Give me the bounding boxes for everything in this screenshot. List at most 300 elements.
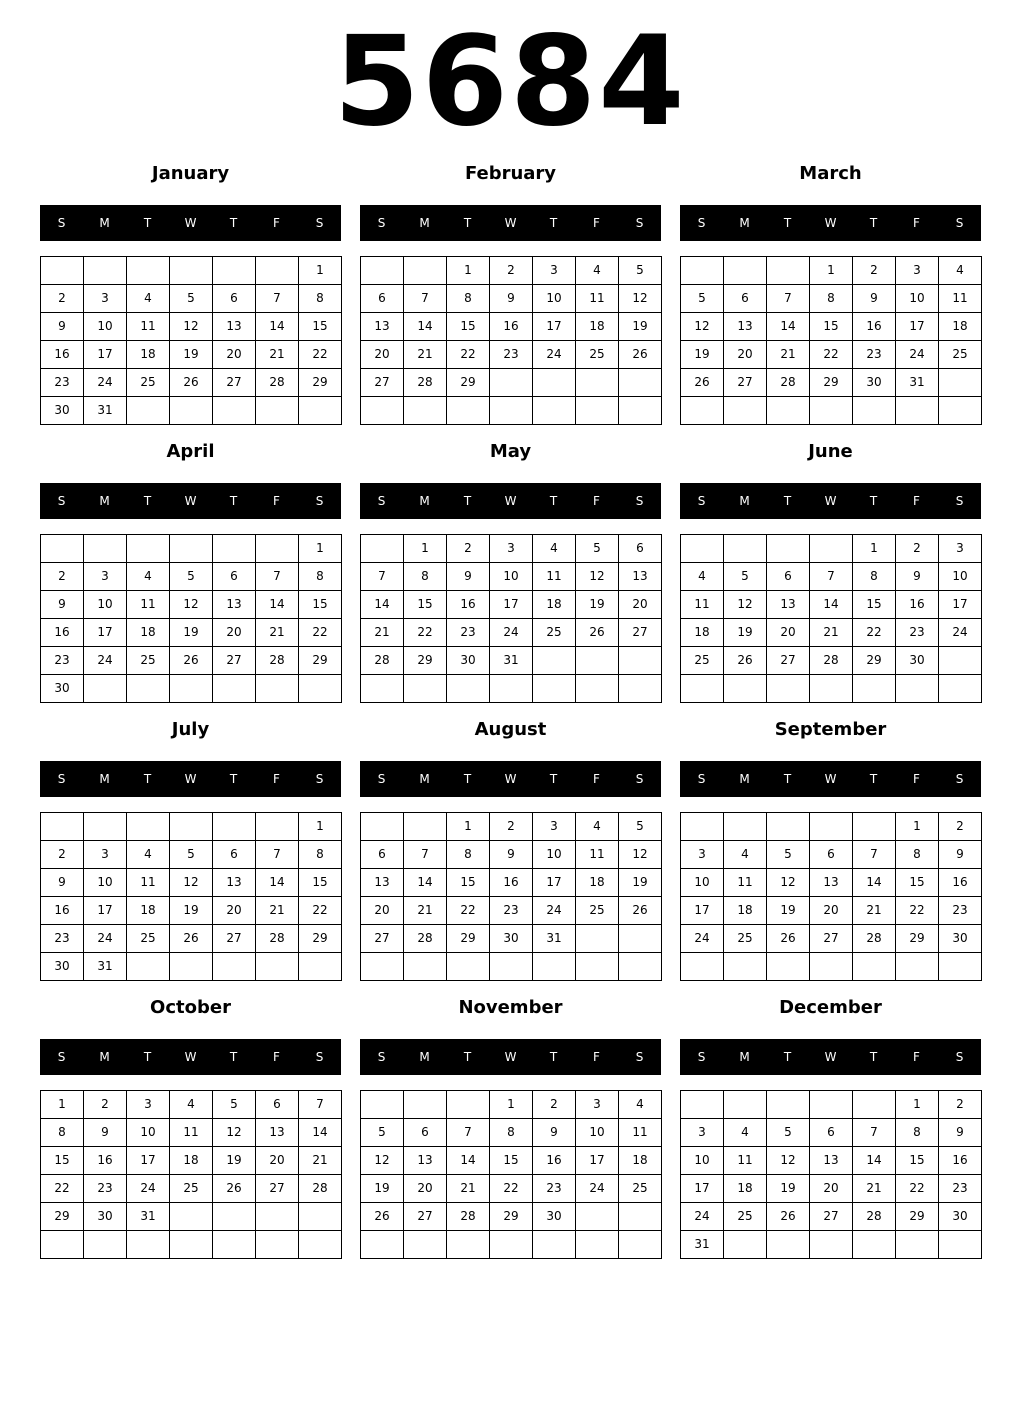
day-cell: 16 [490,869,532,896]
day-cell: 13 [810,1147,852,1174]
day-cell: 17 [939,591,981,618]
day-cell: 23 [41,925,83,952]
empty-cell [256,397,298,424]
day-cell: 29 [896,925,938,952]
day-cell: 5 [213,1091,255,1118]
day-cell: 23 [447,619,489,646]
day-cell: 11 [533,563,575,590]
empty-cell [41,813,83,840]
empty-cell [299,953,341,980]
empty-cell [404,953,446,980]
day-cell: 23 [533,1175,575,1202]
weekday-label: S [697,494,706,508]
weekday-label: T [463,494,472,508]
empty-cell [256,813,298,840]
day-cell: 26 [619,897,661,924]
empty-cell [361,813,403,840]
day-cell: 14 [361,591,403,618]
empty-cell [84,813,126,840]
empty-cell [619,953,661,980]
day-cell: 28 [256,369,298,396]
empty-cell [490,1231,532,1258]
weekday-label: W [824,494,837,508]
day-cell: 17 [681,897,723,924]
day-cell: 12 [361,1147,403,1174]
weekday-label: M [419,772,430,786]
empty-cell [256,953,298,980]
day-cell: 27 [361,925,403,952]
day-cell: 8 [490,1119,532,1146]
day-cell: 22 [447,341,489,368]
day-cell: 27 [767,647,809,674]
empty-cell [767,1231,809,1258]
empty-cell [533,397,575,424]
weekday-label: T [783,1050,792,1064]
day-cell: 8 [447,285,489,312]
day-cell: 18 [939,313,981,340]
weekday-label: M [739,772,750,786]
empty-cell [619,369,661,396]
day-cell: 29 [41,1203,83,1230]
weekday-label: S [377,494,386,508]
day-cell: 2 [41,841,83,868]
empty-cell [490,397,532,424]
weekday-label: T [783,494,792,508]
empty-cell [447,953,489,980]
day-cell: 22 [299,341,341,368]
day-cell: 25 [619,1175,661,1202]
empty-cell [533,953,575,980]
empty-cell [490,675,532,702]
empty-cell [41,535,83,562]
empty-cell [256,1203,298,1230]
weekday-label: W [184,494,197,508]
day-cell: 28 [447,1203,489,1230]
weekday-label: S [377,772,386,786]
empty-cell [299,1231,341,1258]
empty-cell [404,1091,446,1118]
weekday-label: T [463,1050,472,1064]
empty-cell [939,647,981,674]
day-cell: 17 [84,619,126,646]
weekday-label: S [955,1050,964,1064]
day-cell: 5 [361,1119,403,1146]
weekday-label: S [635,494,644,508]
day-cell: 29 [447,369,489,396]
day-cell: 3 [533,813,575,840]
day-cell: 27 [724,369,766,396]
day-cell: 2 [41,285,83,312]
weekday-label: S [635,772,644,786]
weekday-label: S [315,1050,324,1064]
day-cell: 28 [853,1203,895,1230]
empty-cell [724,953,766,980]
day-cell: 26 [170,647,212,674]
day-cell: 12 [170,591,212,618]
day-cell: 10 [127,1119,169,1146]
day-cell: 8 [853,563,895,590]
day-cell: 31 [127,1203,169,1230]
day-cell: 1 [896,1091,938,1118]
month-name: October [150,997,231,1018]
day-cell: 13 [767,591,809,618]
empty-cell [939,675,981,702]
day-cell: 3 [939,535,981,562]
day-cell: 2 [41,563,83,590]
day-cell: 10 [84,313,126,340]
month-name: August [474,719,547,740]
day-cell: 7 [767,285,809,312]
day-cell: 14 [256,591,298,618]
day-cell: 12 [576,563,618,590]
day-cell: 22 [896,897,938,924]
day-cell: 7 [404,841,446,868]
day-cell: 24 [939,619,981,646]
day-cell: 29 [490,1203,532,1230]
day-cell: 13 [724,313,766,340]
day-cell: 30 [41,675,83,702]
empty-cell [256,257,298,284]
day-cell: 22 [810,341,852,368]
day-cell: 8 [447,841,489,868]
day-cell: 19 [681,341,723,368]
day-cell: 2 [447,535,489,562]
day-cell: 19 [724,619,766,646]
empty-cell [576,1231,618,1258]
weekday-label: F [913,494,920,508]
day-cell: 7 [256,841,298,868]
day-cell: 22 [896,1175,938,1202]
weekday-label: M [739,1050,750,1064]
empty-cell [361,535,403,562]
empty-cell [896,953,938,980]
weekday-label: S [697,772,706,786]
day-cell: 24 [127,1175,169,1202]
day-cell: 19 [361,1175,403,1202]
day-cell: 8 [299,563,341,590]
day-cell: 5 [724,563,766,590]
empty-cell [213,535,255,562]
empty-cell [533,647,575,674]
day-cell: 9 [896,563,938,590]
day-cell: 20 [213,897,255,924]
day-cell: 28 [361,647,403,674]
day-cell: 21 [256,341,298,368]
day-cell: 15 [447,869,489,896]
weekday-label: F [273,772,280,786]
day-cell: 11 [619,1119,661,1146]
weekday-label: M [99,216,110,230]
day-cell: 29 [853,647,895,674]
day-cell: 12 [681,313,723,340]
day-cell: 12 [619,285,661,312]
weekday-label: T [549,216,558,230]
day-cell: 27 [810,1203,852,1230]
empty-cell [361,257,403,284]
weekday-header [680,1039,981,1075]
day-cell: 23 [896,619,938,646]
day-cell: 13 [361,869,403,896]
weekday-label: T [143,216,152,230]
day-cell: 30 [41,953,83,980]
weekday-label: T [143,494,152,508]
day-cell: 14 [853,1147,895,1174]
weekday-label: S [955,772,964,786]
empty-cell [533,369,575,396]
day-cell: 8 [299,841,341,868]
empty-cell [681,1091,723,1118]
day-cell: 3 [84,563,126,590]
day-cell: 8 [896,841,938,868]
day-cell: 24 [533,341,575,368]
day-cell: 30 [41,397,83,424]
weekday-label: F [913,216,920,230]
month-name: April [166,441,215,462]
weekday-header [40,1039,341,1075]
day-cell: 24 [576,1175,618,1202]
day-cell: 24 [533,897,575,924]
day-cell: 3 [490,535,532,562]
day-cell: 8 [299,285,341,312]
day-cell: 9 [939,841,981,868]
day-cell: 12 [724,591,766,618]
day-cell: 6 [361,841,403,868]
day-cell: 20 [810,1175,852,1202]
weekday-label: S [315,216,324,230]
empty-cell [170,397,212,424]
day-cell: 30 [896,647,938,674]
day-cell: 16 [41,341,83,368]
empty-cell [681,535,723,562]
day-grid [360,1090,662,1259]
weekday-label: M [739,494,750,508]
empty-cell [576,647,618,674]
day-cell: 1 [299,535,341,562]
empty-cell [681,813,723,840]
day-cell: 11 [576,285,618,312]
day-cell: 1 [299,257,341,284]
empty-cell [256,535,298,562]
empty-cell [724,535,766,562]
day-cell: 22 [447,897,489,924]
empty-cell [213,1203,255,1230]
day-cell: 2 [533,1091,575,1118]
day-cell: 9 [853,285,895,312]
day-cell: 2 [939,813,981,840]
day-cell: 31 [681,1231,723,1258]
day-cell: 3 [84,841,126,868]
empty-cell [213,1231,255,1258]
day-cell: 14 [256,313,298,340]
day-cell: 18 [576,313,618,340]
empty-cell [256,1231,298,1258]
day-cell: 25 [576,341,618,368]
day-cell: 5 [767,1119,809,1146]
day-cell: 18 [533,591,575,618]
empty-cell [681,397,723,424]
empty-cell [170,1231,212,1258]
empty-cell [127,953,169,980]
day-cell: 3 [127,1091,169,1118]
day-cell: 29 [447,925,489,952]
day-cell: 30 [939,925,981,952]
empty-cell [576,1203,618,1230]
day-cell: 26 [170,369,212,396]
weekday-label: T [229,1050,238,1064]
day-cell: 11 [127,313,169,340]
day-cell: 28 [853,925,895,952]
day-cell: 16 [939,869,981,896]
day-cell: 27 [256,1175,298,1202]
day-cell: 26 [619,341,661,368]
weekday-header [40,483,341,519]
weekday-label: W [824,1050,837,1064]
weekday-label: S [955,494,964,508]
day-cell: 7 [256,285,298,312]
empty-cell [619,647,661,674]
empty-cell [361,397,403,424]
day-cell: 6 [724,285,766,312]
weekday-header [360,483,661,519]
weekday-header [40,205,341,241]
day-cell: 1 [447,813,489,840]
day-cell: 23 [939,897,981,924]
day-cell: 22 [853,619,895,646]
day-cell: 16 [533,1147,575,1174]
empty-cell [84,257,126,284]
day-cell: 6 [213,563,255,590]
weekday-header [680,761,981,797]
day-cell: 17 [84,341,126,368]
day-cell: 23 [939,1175,981,1202]
day-cell: 28 [256,925,298,952]
empty-cell [619,675,661,702]
weekday-label: W [504,216,517,230]
empty-cell [810,1091,852,1118]
empty-cell [810,813,852,840]
empty-cell [767,535,809,562]
weekday-label: W [184,1050,197,1064]
weekday-label: T [869,494,878,508]
day-cell: 5 [576,535,618,562]
empty-cell [533,1231,575,1258]
day-cell: 7 [404,285,446,312]
day-cell: 15 [299,313,341,340]
day-cell: 23 [41,369,83,396]
day-cell: 20 [404,1175,446,1202]
weekday-label: T [869,1050,878,1064]
empty-cell [127,1231,169,1258]
day-cell: 19 [619,313,661,340]
day-cell: 25 [533,619,575,646]
empty-cell [896,397,938,424]
weekday-label: S [57,216,66,230]
weekday-label: F [273,494,280,508]
day-cell: 3 [681,841,723,868]
day-cell: 4 [576,257,618,284]
day-cell: 20 [361,897,403,924]
day-cell: 10 [490,563,532,590]
day-cell: 19 [170,897,212,924]
day-cell: 18 [127,341,169,368]
day-cell: 2 [490,257,532,284]
day-cell: 14 [404,869,446,896]
day-cell: 6 [810,1119,852,1146]
day-cell: 8 [404,563,446,590]
day-cell: 20 [213,619,255,646]
day-cell: 22 [490,1175,532,1202]
day-cell: 12 [767,869,809,896]
day-cell: 18 [724,1175,766,1202]
weekday-header [680,205,981,241]
empty-cell [810,397,852,424]
day-cell: 13 [810,869,852,896]
day-cell: 10 [681,1147,723,1174]
empty-cell [213,953,255,980]
empty-cell [361,953,403,980]
empty-cell [127,257,169,284]
day-grid [360,534,662,703]
day-cell: 29 [299,925,341,952]
empty-cell [361,1091,403,1118]
day-cell: 9 [939,1119,981,1146]
day-cell: 5 [170,285,212,312]
weekday-label: W [824,216,837,230]
day-cell: 12 [767,1147,809,1174]
weekday-label: M [419,216,430,230]
day-cell: 10 [681,869,723,896]
day-cell: 26 [576,619,618,646]
day-cell: 26 [767,925,809,952]
day-cell: 17 [84,897,126,924]
weekday-label: S [377,1050,386,1064]
day-cell: 6 [810,841,852,868]
empty-cell [576,675,618,702]
day-cell: 26 [213,1175,255,1202]
day-cell: 19 [767,897,809,924]
day-cell: 25 [939,341,981,368]
day-cell: 10 [84,869,126,896]
day-cell: 7 [256,563,298,590]
empty-cell [724,1231,766,1258]
day-cell: 20 [213,341,255,368]
empty-cell [127,397,169,424]
day-cell: 4 [619,1091,661,1118]
weekday-label: W [504,1050,517,1064]
day-cell: 5 [767,841,809,868]
day-cell: 16 [41,897,83,924]
empty-cell [767,397,809,424]
day-cell: 1 [810,257,852,284]
day-cell: 1 [853,535,895,562]
empty-cell [619,397,661,424]
day-cell: 4 [681,563,723,590]
empty-cell [576,397,618,424]
day-cell: 21 [853,1175,895,1202]
day-cell: 6 [767,563,809,590]
weekday-header [360,205,661,241]
day-cell: 31 [84,397,126,424]
empty-cell [939,1231,981,1258]
day-cell: 30 [533,1203,575,1230]
empty-cell [213,397,255,424]
day-cell: 26 [767,1203,809,1230]
empty-cell [127,535,169,562]
day-cell: 28 [256,647,298,674]
day-cell: 11 [576,841,618,868]
day-cell: 28 [299,1175,341,1202]
day-grid [680,1090,982,1259]
